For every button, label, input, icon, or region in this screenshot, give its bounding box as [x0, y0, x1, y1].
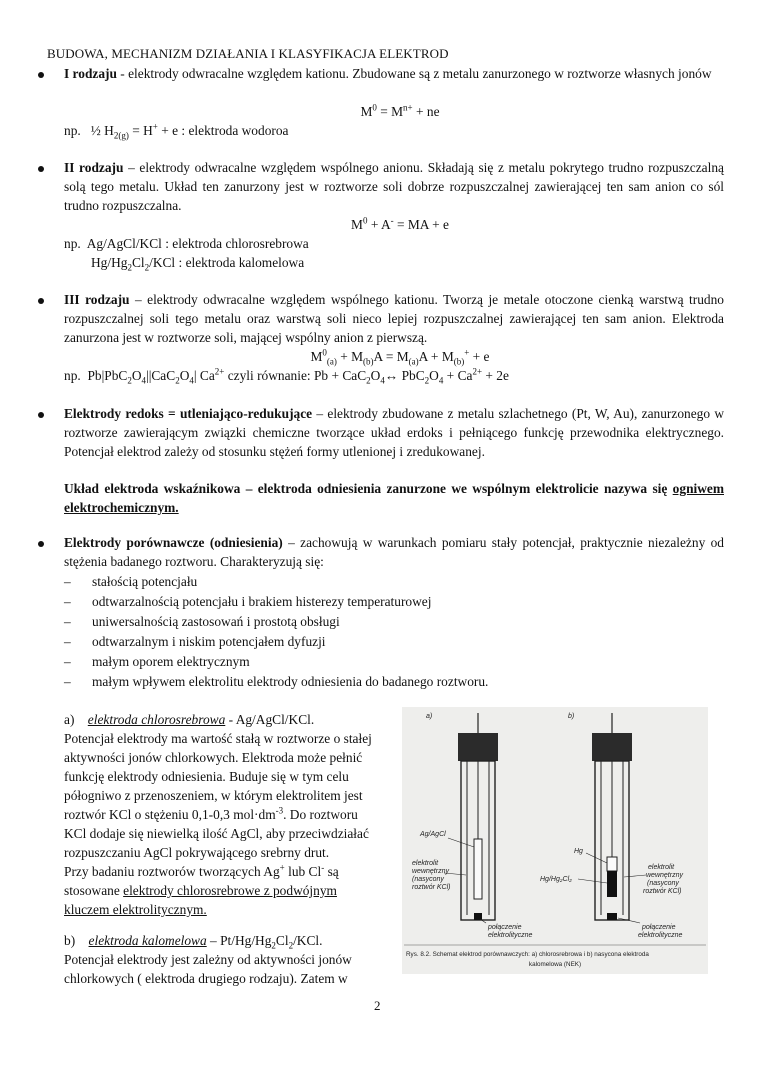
section-second-kind: II rodzaju – elektrody odwracalne względem wspólnego anionu. Składają się z metalu pokrytego trudno rozpuszczalną solą tego metalu. Układ ten zanurzony jest w roztworze soli dobrze rozpuszczalnej zawierającej ten sam anion co sól trudno rozpuszczalna.	[64, 160, 724, 213]
section-redox: Elektrody redoks = utleniająco-redukujące – elektrody zbudowane z metalu szlachetnego (Pt, W, Au), zanurzonego w roztworze zawierającym związki chemiczne tworzące układ erdoks i pełniącego funkcję przewodnika elektrycznego. Potencjał elektrod zależy od stosunku stężeń formy utlenionej i zredukowanej.	[64, 406, 724, 459]
svg-text:elektrolityczne: elektrolityczne	[638, 932, 683, 939]
svg-text:elektrolit: elektrolit	[648, 864, 675, 871]
section-heading: III rodzaju	[64, 292, 130, 307]
list-item: – małym wpływem elektrolitu elektrody odniesienia do badanego roztworu.	[64, 672, 488, 692]
example: np. $Pb|PbC_2O_4||CaC_2O_4|$ $Ca^{2+}$ czyli równanie: $Pb + CaC_2O_4\leftrightarrow$ $PbC_2O_4 + Ca^{2+} + 2e$	[64, 366, 509, 386]
example: np. ½ $H_{2(g)} = H^+ + e$ : elektroda wodoroa	[64, 121, 289, 141]
section-first-kind: I rodzaju - elektrody odwracalne względem kationu. Zbudowane są z metalu zanurzonego w roztworze własnych jonów	[64, 66, 712, 81]
section-reference: Elektrody porównawcze (odniesienia) – zachowują w warunkach pomiaru stały potencjał, praktycznie niezależny od stężenia badanego roztworu. Charakteryzują się:	[64, 535, 724, 569]
example: np. Ag/AgCl/KCl : elektroda chlorosrebrowa	[64, 236, 309, 251]
list-item: – uniwersalnością zastosowań i prostotą obsługi	[64, 612, 488, 632]
subsection-b-text: Potencjał elektrody jest zależny od aktywności jonów chlorkowych ( elektroda drugiego rodzaju). Zatem w	[64, 952, 352, 986]
svg-text:połączenie: połączenie	[642, 924, 676, 931]
svg-text:roztwór KCl): roztwór KCl)	[412, 884, 451, 891]
cell-note: Układ elektroda wskaźnikowa – elektroda odniesienia zanurzone we wspólnym elektrolicie nazywa się ogniwem elektrochemicznym.	[64, 481, 724, 515]
bullet	[38, 298, 44, 304]
section-heading: Elektrody redoks = utleniająco-redukujące	[64, 406, 313, 421]
junction-plug	[474, 913, 482, 920]
calomel-paste	[607, 871, 617, 897]
figure-caption: Rys. 8.2. Schemat elektrod porównawczych: a) chlorosrebrowa i b) nasycona elektroda	[406, 951, 649, 958]
label-agagcl: Ag/AgCl	[420, 831, 446, 838]
bullet	[38, 541, 44, 547]
electrode-figure	[402, 707, 708, 974]
equation: $M^0_{(a)} + M_{(b)}A = M_{(a)}A + M_{(b)}^+ + e$	[310, 347, 490, 367]
mercury	[607, 857, 617, 871]
subsection-b-heading: b) elektroda kalomelowa – $Pt/Hg/Hg_2Cl_2$/KCl.	[64, 933, 323, 951]
electrode-cap	[458, 733, 498, 761]
list-item: – małym oporem elektrycznym	[64, 652, 488, 672]
subsection-a-heading: a) elektroda chlorosrebrowa - Ag/AgCl/KCl.	[64, 712, 315, 727]
bullet	[38, 166, 44, 172]
section-third-kind: III rodzaju – elektrody odwracalne względem wspólnego kationu. Tworzą je metale otoczone cienką warstwą trudno rozpuszczalnej soli tego metalu oraz warstwą soli nieco lepiej rozpuszczalnej zawierającej ten sam anion. Elektroda zanurzona jest w roztworze soli, mającej wspólny anion z pierwszą.	[64, 292, 724, 345]
electrode-diagram	[402, 707, 708, 974]
svg-text:wewnętrzny: wewnętrzny	[412, 868, 449, 875]
bullet	[38, 412, 44, 418]
section-heading: Elektrody porównawcze (odniesienia)	[64, 535, 283, 550]
svg-text:(nasycony: (nasycony	[647, 880, 679, 887]
page-number: 2	[374, 998, 381, 1013]
junction-plug	[607, 913, 617, 920]
section-heading: II rodzaju	[64, 160, 124, 175]
page-title: BUDOWA, MECHANIZM DZIAŁANIA I KLASYFIKACJA ELEKTROD	[47, 46, 449, 61]
properties-list	[64, 572, 488, 692]
list-item: – stałością potencjału	[64, 572, 488, 592]
subsection-a-text: Potencjał elektrody ma wartość stałą w roztworze o stałej aktywności jonów chlorkowych. Elektroda może pełnić funkcję elektrody odniesienia. Buduje się w tym celu półogniwo z przenoszeniem, w którym elektrolitem jest roztwór KCl o stężeniu 0,1-0,3 $mol\cdot dm^{-3}$. Do roztworu KCl dodaje się niewielką ilość AgCl, aby przeciwdziałać rozpuszczaniu AgCl pokrywającego srebrny drut. Przy badaniu roztworów tworzących Ag+ lub Cl- są stosowane elektrody chlorosrebrowe z podwójnym kluczem elektrolitycznym.	[64, 731, 372, 917]
bullet	[38, 72, 44, 78]
equation: $M^0 + A^-$ = MA + e	[351, 215, 449, 232]
equation: $M^0 = M^{n+}$ + ne	[360, 102, 440, 119]
list-item: – odtwarzalnością potencjału i brakiem histerezy temperaturowej	[64, 592, 488, 612]
electrode-cap	[592, 733, 632, 761]
svg-text:wewnętrzny: wewnętrzny	[646, 872, 683, 879]
svg-text:roztwór KCl): roztwór KCl)	[643, 888, 682, 895]
figure-caption: kalomelowa (NEK)	[528, 961, 582, 968]
agcl-wire	[474, 839, 482, 899]
example: $Hg/Hg_2Cl_2$/KCl : elektroda kalomelowa	[91, 255, 305, 273]
section-heading: I rodzaju	[64, 66, 117, 81]
label-hg: Hg	[574, 848, 583, 855]
svg-text:połączenie: połączenie	[488, 924, 522, 931]
svg-text:(nasycony: (nasycony	[412, 876, 444, 883]
label-hg2cl2: Hg/Hg₂Cl₂	[540, 876, 572, 883]
svg-text:elektrolityczne: elektrolityczne	[488, 932, 533, 939]
figure-label-a: a)	[426, 713, 433, 720]
svg-text:elektrolit: elektrolit	[412, 860, 439, 867]
figure-label-b: b)	[568, 713, 575, 720]
list-item: – odtwarzalnym i niskim potencjałem dyfuzji	[64, 632, 488, 652]
